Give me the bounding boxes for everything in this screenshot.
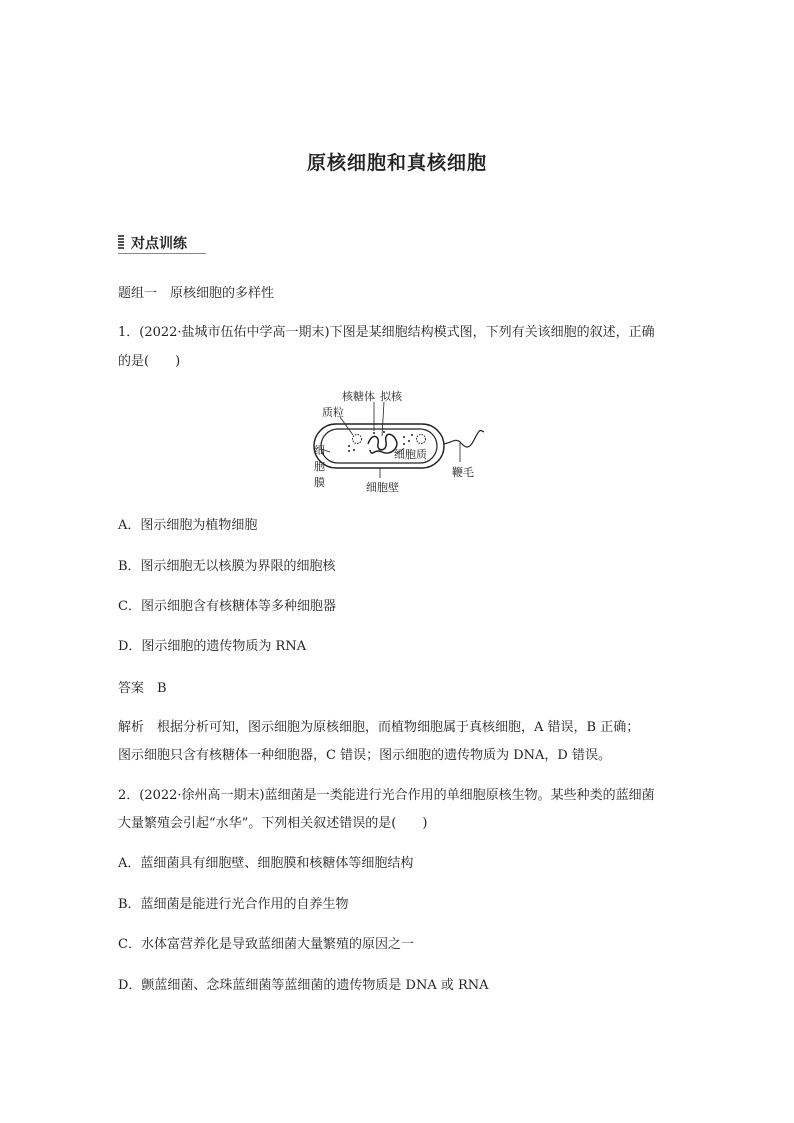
ribosome-dot (383, 431, 385, 433)
question-2-option-a: A．蓝细菌具有细胞壁、细胞膜和核糖体等细胞结构 (118, 856, 414, 871)
plasmid-label: 质粒 (322, 406, 344, 419)
nucleoid-pointer (382, 402, 384, 436)
ribosome-label: 核糖体 (342, 390, 375, 403)
plasmid-pointer (340, 417, 353, 435)
ribosome-dot (411, 434, 413, 436)
ribosome-dot (403, 443, 405, 445)
flagellum-label: 鞭毛 (452, 466, 474, 479)
membrane-label-2: 胞 (314, 460, 325, 473)
group-heading: 题组一 原核细胞的多样性 (118, 286, 275, 301)
section-marker-icon (118, 235, 124, 250)
question-2-option-d: D．颤蓝细菌、念珠蓝细菌等蓝细菌的遗传物质是 DNA 或 RNA (118, 978, 489, 993)
question-1-option-b: B．图示细胞无以核膜为界限的细胞核 (118, 559, 336, 574)
ribosome-dot (353, 449, 355, 451)
section-underline (118, 253, 206, 254)
ribosome-dot (373, 432, 375, 434)
cytoplasm-label: 细胞质 (394, 448, 427, 461)
question-2-stem-line-1: 2．(2022·徐州高一期末)蓝细菌是一类能进行光合作用的单细胞原核生物。某些种类的蓝细菌 (118, 788, 655, 803)
ribosome-dot (408, 440, 410, 442)
question-1-stem-line-2: 的是( ) (118, 354, 181, 369)
question-1-analysis-line-2: 图示细胞只含有核糖体一种细胞器，C 错误；图示细胞的遗传物质为 DNA，D 错误。 (118, 748, 611, 763)
question-1-option-c: C．图示细胞含有核糖体等多种细胞器 (118, 599, 336, 614)
question-2-option-c: C．水体富营养化是导致蓝细菌大量繁殖的原因之一 (118, 937, 414, 952)
question-1-option-d: D．图示细胞的遗传物质为 RNA (118, 639, 307, 654)
section-label: 对点训练 (131, 236, 187, 252)
question-1-answer: 答案 B (118, 681, 167, 696)
plasmid-left (353, 435, 362, 444)
page-title: 原核细胞和真核细胞 (306, 152, 487, 174)
ribosome-dot (348, 450, 350, 452)
ribosome-dot (348, 445, 350, 447)
nucleoid-dna (368, 434, 397, 453)
cell-wall-outline (314, 424, 444, 468)
plasmid-right (417, 435, 426, 444)
cell-wall-label: 细胞壁 (366, 481, 399, 494)
membrane-label-1: 细 (314, 444, 325, 457)
question-1-analysis-line-1: 解析 根据分析可知，图示细胞为原核细胞，而植物细胞属于真核细胞，A 错误，B 正确； (118, 720, 640, 735)
flagellum-line (444, 430, 484, 447)
question-1-stem-line-1: 1．(2022·盐城市伍佑中学高一期末)下图是某细胞结构模式图，下列有关该细胞的叙述，正确 (118, 325, 655, 340)
question-2-stem-line-2: 大量繁殖会引起“水华”。下列相关叙述错误的是( ) (118, 816, 428, 831)
question-2-option-b: B．蓝细菌是能进行光合作用的自养生物 (118, 897, 349, 912)
bacterial-cell-diagram (300, 386, 490, 498)
question-1-option-a: A．图示细胞为植物细胞 (118, 518, 258, 533)
nucleoid-label: 拟核 (380, 390, 402, 403)
ribosome-dot (403, 436, 405, 438)
membrane-label-3: 膜 (314, 476, 325, 489)
